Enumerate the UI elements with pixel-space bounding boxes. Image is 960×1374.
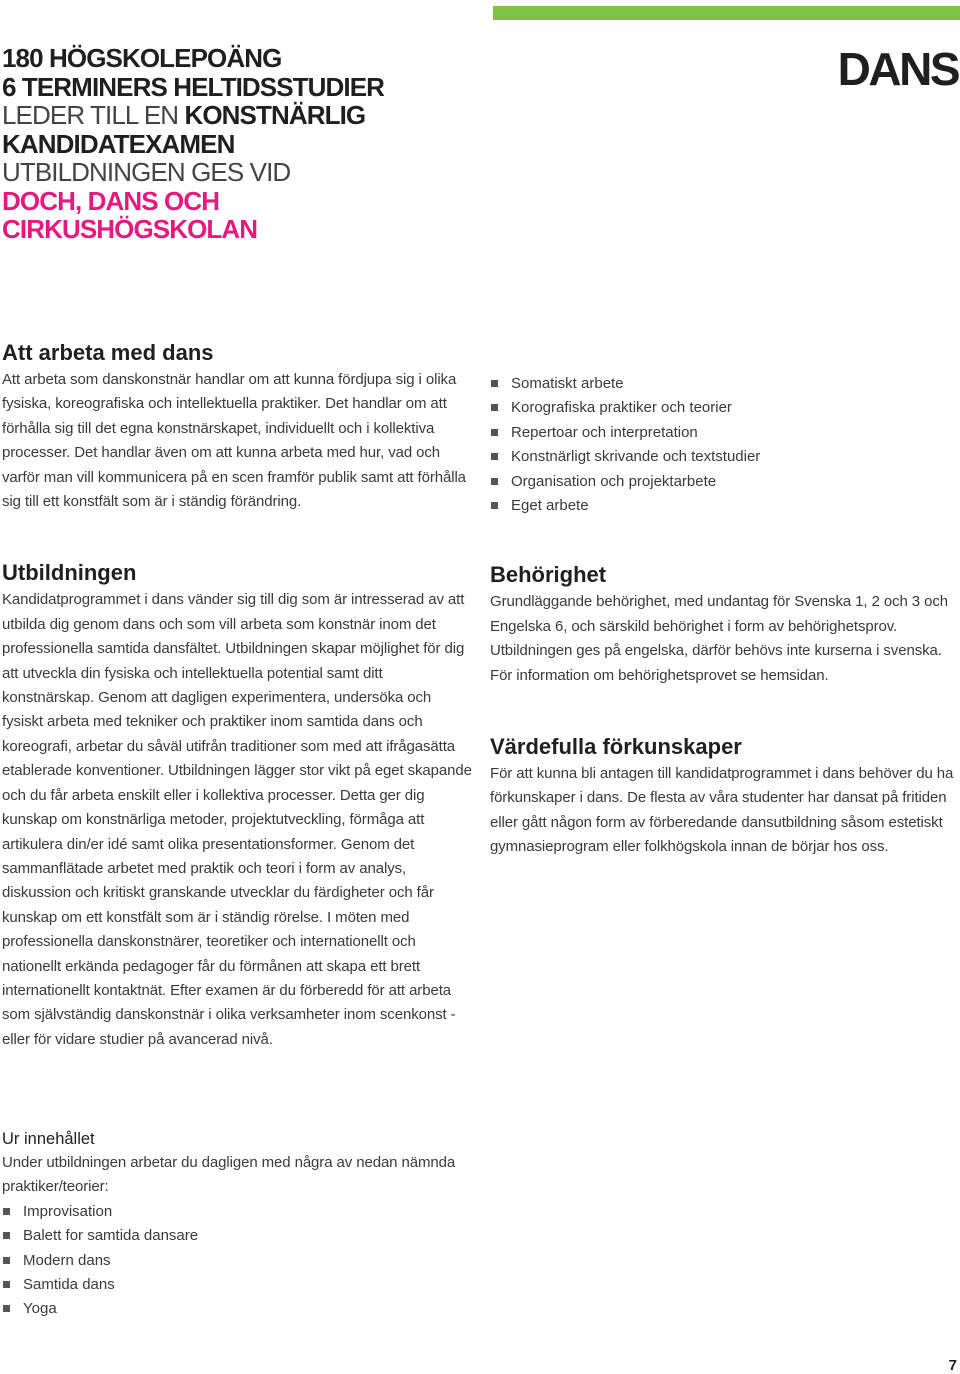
hero-headline <box>2 44 472 244</box>
square-bullet-icon <box>3 1208 10 1215</box>
list-item: Samtida dans <box>2 1273 472 1297</box>
square-bullet-icon <box>3 1257 10 1264</box>
list-item: Yoga <box>2 1297 472 1321</box>
list-item: Repertoar och interpretation <box>490 421 958 445</box>
eligibility-body: Grundläggande behörighet, med undantag för Svenska 1, 2 och 3 och Engelska 6, och särskild behörighet i form av behörighetsprov. Utbildningen ges på engelska, därför behövs inte kurserna i svenska. För information om behörighetsprovet se hemsidan. <box>490 593 948 684</box>
content-section <box>2 1127 472 1322</box>
list-item: Modern dans <box>2 1249 472 1273</box>
hero-degree: KANDIDATEXAMEN <box>2 128 235 159</box>
square-bullet-icon <box>491 380 498 387</box>
hero-given-at: UTBILDNINGEN GES VID <box>2 157 291 187</box>
list-item: Balett for samtida dansare <box>2 1224 472 1248</box>
prior-knowledge-heading: Värdefulla förkunskaper <box>490 734 742 760</box>
hero-degree-line: LEDER TILL EN KONSTNÄRLIG <box>2 100 366 130</box>
square-bullet-icon <box>491 502 498 509</box>
hero-school-line2: CIRKUSHÖGSKOLAN <box>2 214 258 244</box>
content-intro: Under utbildningen arbetar du dagligen med några av nedan nämnda praktiker/teorier: <box>2 1154 456 1196</box>
work-heading: Att arbeta med dans <box>2 340 214 365</box>
list-item: Korografiska praktiker och teorier <box>490 396 958 420</box>
square-bullet-icon <box>491 453 498 460</box>
square-bullet-icon <box>491 404 498 411</box>
subject-title: DANS <box>837 43 958 95</box>
square-bullet-icon <box>491 429 498 436</box>
square-bullet-icon <box>3 1305 10 1312</box>
square-bullet-icon <box>3 1281 10 1288</box>
list-item: Somatiskt arbete <box>490 372 958 396</box>
page-number: 7 <box>948 1357 957 1374</box>
accent-bar <box>493 6 960 20</box>
square-bullet-icon <box>491 478 498 485</box>
education-body: Kandidatprogrammet i dans vänder sig till dig som är intresserad av att utbilda dig genom dans och som vill arbeta som konstnär inom det professionella samtida dansfältet. Utbildningen skapar möjlighet för dig att utveckla din fysiska och intellektuella potential samt ditt konstnärskap. Genom att dagligen experimentera, undersöka och fysiskt arbeta med tekniker och praktiker inom samtida dans och koreografi, arbetar du såväl utifrån traditioner som med att ifrågasätta etablerade konventioner. Utbildningen lägger stor vikt på eget skapande och du får arbeta enskilt eller i kollektiva processer. Detta ger dig kunskap om konstnärliga metoder, projektutveckling, förmåga att artikulera din/er idé samt olika presentationsformer. Genom det sammanflätade arbetet med praktik och teori i form av analys, diskussion och kritiskt granskande utvecklar du färdigheter och får kunskap om ett konstfält som är i ständig rörelse. I möten med professionella danskonstnärer, teoretiker och internationellt och nationellt erkända pedagoger får du förmånen att skapa ett brett internationellt kontaktnät. Efter examen är du förberedd för att arbeta som självständig danskonstnär i olika verksamheter inom scenkonst - eller för vidare studier på avancerad nivå. <box>2 591 472 1048</box>
eligibility-heading: Behörighet <box>490 562 607 588</box>
education-heading: Utbildningen <box>2 560 137 586</box>
prior-knowledge-body: För att kunna bli antagen till kandidatprogrammet i dans behöver du ha förkunskaper i dans. De flesta av våra studenter har dansat på fritiden eller gått någon form av förberedande dansutbildning såsom estetiskt gymnasieprogram eller folkhögskola innan de börjar hos oss. <box>490 765 954 856</box>
content-list <box>2 1200 472 1322</box>
work-body: Att arbeta som danskonstnär handlar om att kunna fördjupa sig i olika fysiska, koreografiska och intellektuella praktiker. Det handlar om att förhålla sig till det egna konstnärskapet, individuellt och i kollektiva processer. Det handlar även om att kunna arbeta med hur, vad och varför man vill kommunicera på en scen framför publik samt att förhålla sig till ett konstfält som är i ständig förändring. <box>2 371 466 511</box>
hero-school-line1: DOCH, DANS OCH <box>2 185 220 216</box>
list-item: Eget arbete <box>490 494 958 518</box>
list-item: Improvisation <box>2 1200 472 1224</box>
hero-duration: 6 TERMINERS HELTIDSSTUDIER <box>2 71 385 102</box>
right-column <box>490 372 958 860</box>
content-heading: Ur innehållet <box>2 1130 95 1148</box>
square-bullet-icon <box>3 1232 10 1239</box>
list-item: Konstnärligt skrivande och textstudier <box>490 445 958 469</box>
left-column <box>2 338 472 1052</box>
practice-list <box>490 372 958 518</box>
list-item: Organisation och projektarbete <box>490 470 958 494</box>
hero-credits: 180 HÖGSKOLEPOÄNG <box>2 43 282 73</box>
